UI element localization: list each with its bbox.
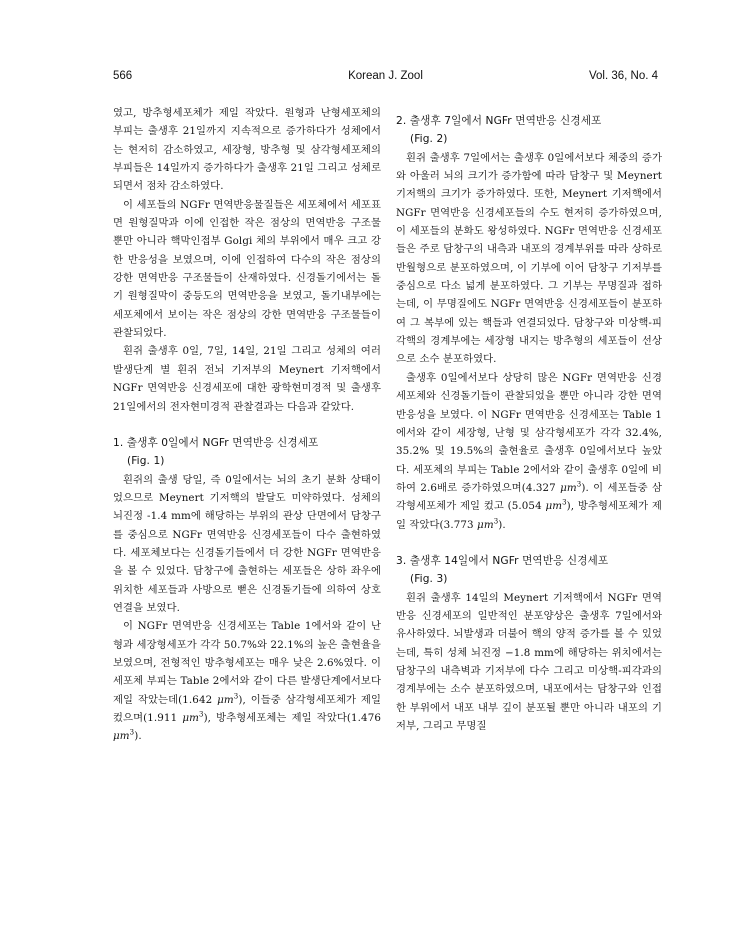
figure-reference: (Fig. 3) (410, 573, 448, 586)
section-heading-3 (396, 552, 662, 589)
section-title: 1. 출생후 0일에서 NGFr 면역반응 신경세포 (113, 436, 319, 449)
section-heading-2 (396, 112, 662, 149)
paragraph: 출생후 0일에서보다 상당히 많은 NGFr 면역반응 신경세포체와 신경돌기들이 관찰되었을 뿐만 아니라 강한 면역반응성을 보였다. 이 NGFr 면역반응 신경세포는 Table 1에서와 같이 세장형, 난형 및 삼각형세포가 각각 32.4%, 35.2% 및 19.5%의 출현율로 출생후 0일에서보다 높았다. 세포체의 부피는 Table 2에서와 같이 출생후 0일에 비하여 2.6배로 증가하였으며(4.327 $\mu m^3$). 이 세포들중 삼각형세포체가 제일 컸고 (5.054 $\mu m^3$), 방추형세포체가 제일 작았다(3.773 $\mu m^3$). (396, 371, 662, 531)
section-title: 3. 출생후 14일에서 NGFr 면역반응 신경세포 (396, 554, 609, 567)
paragraph: 흰쥐 출생후 7일에서는 출생후 0일에서보다 체중의 증가와 아울러 뇌의 크기가 증가함에 따라 담창구 및 Meynert 기저핵의 크기가 증가하였다. 또한, Meynert 기저핵에서 NGFr 면역반응 신경세포들의 수도 현저히 증가하였으며, 이 세포들의 분화도 왕성하였다. NGFr 면역반응 신경세포들은 주로 담창구의 내측과 내포의 경계부위를 따라 상하로 반월형으로 분포하였으며, 이 기부에 이어 담창구 기저부를 중심으로 다소 넓게 분포하였다. 그 기부는 무명질과 접하는데, 이 무명질에도 NGFr 면역반응 신경세포들이 분포하여 그 복부에 있는 핵들과 연결되었다. 담창구와 미상핵-피각핵의 경계부에는 세장형 내지는 방추형의 세포들이 선상으로 소수 분포하였다. (396, 151, 662, 366)
figure-reference: (Fig. 2) (410, 133, 448, 146)
paragraph: 흰쥐 출생후 14일의 Meynert 기저핵에서 NGFr 면역반응 신경세포의 일반적인 분포양상은 출생후 7일에서와 유사하였다. 뇌발생과 더불어 핵의 양적 증가를 볼 수 있었는데, 특히 성체 뇌진정 −1.8 mm에 해당하는 위치에서는 담창구의 내측벽과 기저부에 다수 그리고 미상핵-피각과의 경계부에는 소수 분포하였으며, 내포에서는 담창구와 인접한 부위에서 내포 내부 깊이 분포될 뿐만 아니라 내포의 기저부, 그리고 무명질 (396, 591, 662, 732)
figure-reference: (Fig. 1) (127, 455, 165, 468)
left-column (113, 104, 381, 746)
paragraph: 흰쥐 출생후 0일, 7일, 14일, 21일 그리고 성체의 여러 발생단계 별 흰쥐 전뇌 기저부의 Meynert 기저핵에서 NGFr 면역반응 신경세포에 대한 광학현미경적 및 출생후 21일에서의 전자현미경적 관찰결과는 다음과 같았다. (113, 345, 381, 413)
paragraph: 흰쥐의 출생 당일, 즉 0일에서는 뇌의 초기 분화 상태이었으므로 Meynert 기저핵의 발달도 미약하였다. 성체의 뇌진정 -1.4 mm에 해당하는 부위의 관상 단면에서 담창구를 중심으로 NGFr 면역반응 신경세포들이 다수 출현하였다. 세포체보다는 신경돌기들에서 더 강한 NGFr 면역반응을 볼 수 있었다. 담창구에 출현하는 세포들은 상하 좌우에 위치한 세포들과 사방으로 뻗은 신경돌기들에 의하여 상호 연결을 보였다. (113, 473, 381, 614)
section-heading-1 (113, 434, 381, 471)
volume-issue: Vol. 36, No. 4 (588, 70, 658, 82)
page-number: 566 (113, 70, 133, 82)
paragraph: 이 NGFr 면역반응 신경세포는 Table 1에서와 같이 난형과 세장형세포가 각각 50.7%와 22.1%의 높은 출현율을 보였으며, 전형적인 방추형세포는 매우 낮은 2.6%였다. 이 세포체 부피는 Table 2에서와 같이 다른 발생단계에서보다 제일 작았는데(1.642 $\mu m^3$), 이들중 삼각형세포체가 제일 컸으며(1.911 $\mu m^3$), 방추형세포체는 제일 작았다(1.476 $\mu m^3$). (113, 620, 382, 743)
paragraph: 였고, 방추형세포체가 제일 작았다. 원형과 난형세포체의 부피는 출생후 21일까지 지속적으로 증가하다가 성체에서는 현저히 감소하였고, 세장형, 방추형 및 삼각형세포체의 부피들은 14일까지 증가하다가 출생후 21일 그리고 성체로 되면서 점차 감소하였다. (113, 107, 381, 193)
section-title: 2. 출생후 7일에서 NGFr 면역반응 신경세포 (396, 115, 602, 127)
paragraph: 이 세포들의 NGFr 면역반응물질들은 세포체에서 세포표면 원형질막과 이에 인접한 작은 점상의 면역반응 구조물 뿐만 아니라 핵막인접부 Golgi 체의 부위에서 매우 크고 강한 반응성을 보였으며, 이에 인접하여 다수의 작은 점상의 강한 면역반응 구조물들이 산재하였다. 신경돌기에서는 돌기 원형질막이 중등도의 면역반응을 보였고, 돌기내부에는 세포체에서 보이는 작은 점상의 강한 면역반응 구조물들이 관찰되었다. (113, 198, 381, 340)
journal-title: Korean J. Zool (348, 70, 423, 82)
running-header (113, 70, 658, 86)
right-column (396, 104, 662, 735)
